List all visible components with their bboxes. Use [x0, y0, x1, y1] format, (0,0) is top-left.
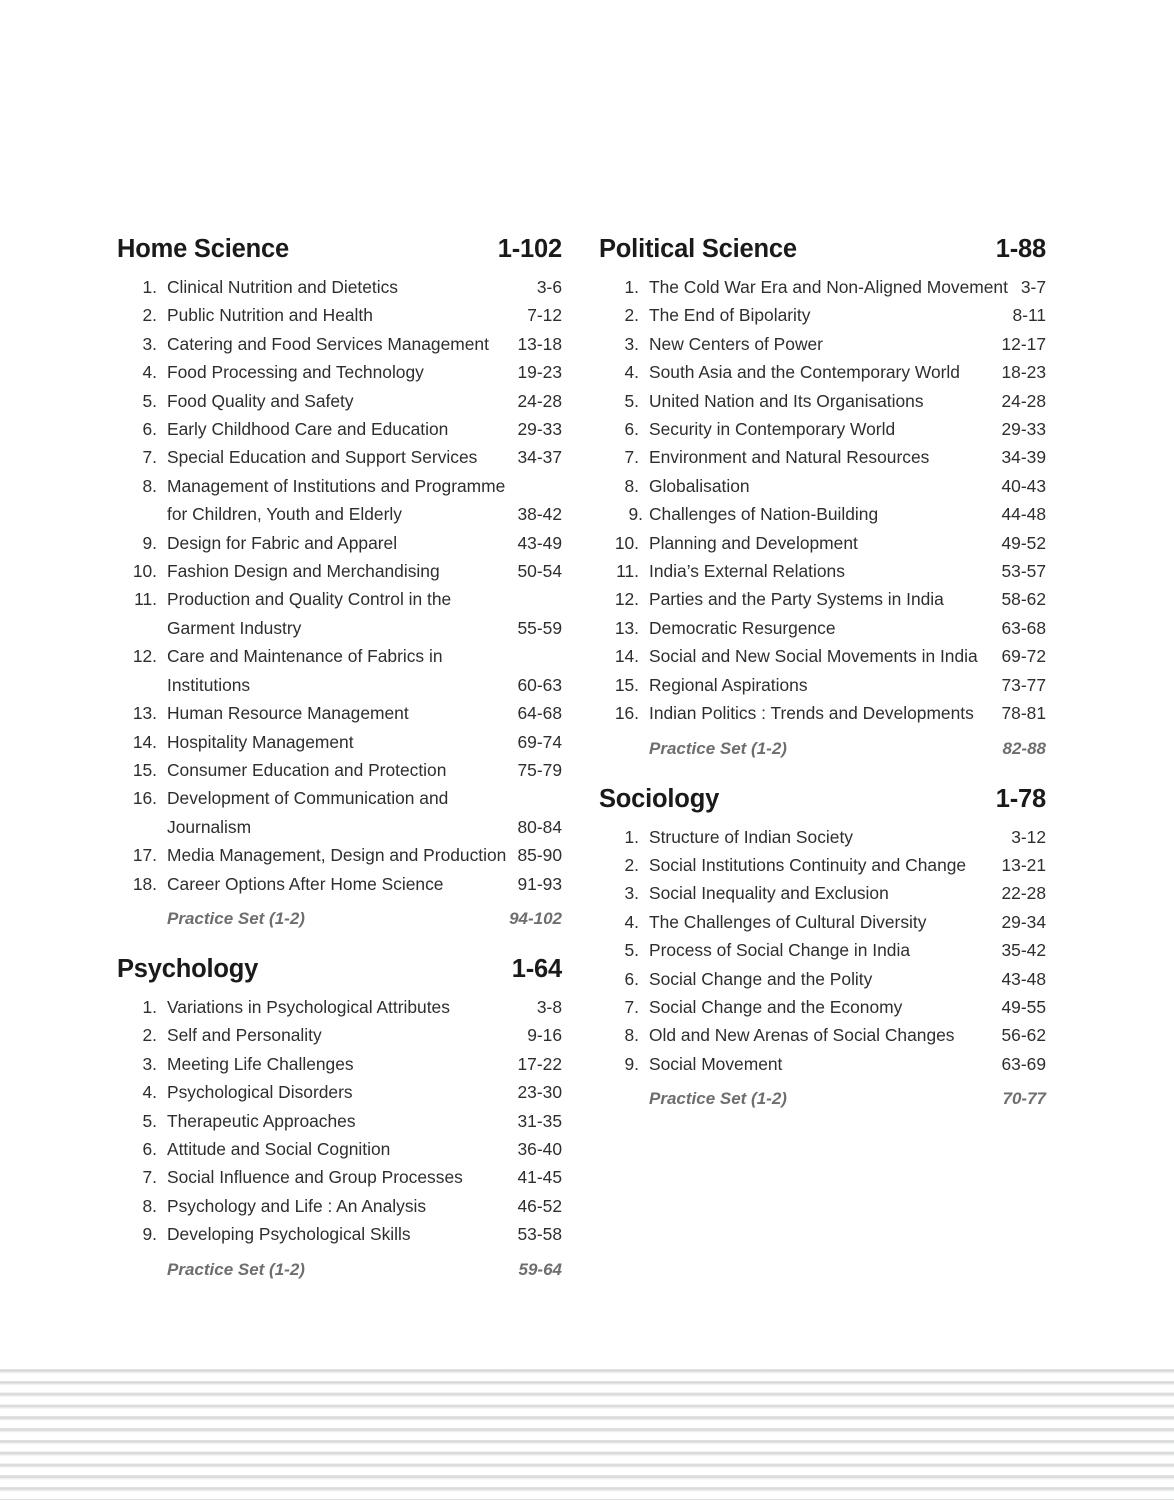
chapter-number: 10. — [614, 532, 639, 553]
chapter-row[interactable] — [117, 699, 562, 727]
chapter-row[interactable] — [599, 301, 1046, 329]
chapter-number: 1. — [624, 826, 639, 847]
chapter-page-range: 7-12 — [527, 305, 562, 326]
chapter-title: United Nation and Its Organisations — [649, 390, 924, 411]
chapter-row[interactable] — [117, 756, 562, 784]
chapter-number: 15. — [132, 759, 157, 780]
chapter-title: Process of Social Change in India — [649, 940, 911, 961]
chapter-title: Parties and the Party Systems in India — [649, 589, 944, 610]
chapter-number: 4. — [142, 362, 157, 383]
chapter-title: New Centers of Power — [649, 333, 823, 354]
chapter-page-range: 53-57 — [1001, 561, 1046, 582]
chapter-page-range: 13-18 — [517, 333, 562, 354]
chapter-row[interactable] — [599, 387, 1046, 415]
chapter-title: Indian Politics : Trends and Developments — [649, 703, 974, 724]
chapter-row[interactable] — [117, 1050, 562, 1078]
chapter-row[interactable] — [599, 823, 1046, 851]
chapter-list — [117, 993, 562, 1249]
chapter-page-range: 60-63 — [517, 674, 562, 695]
chapter-title: Career Options After Home Science — [167, 873, 444, 894]
chapter-number: 5. — [624, 390, 639, 411]
chapter-page-range: 29-34 — [1001, 911, 1046, 932]
chapter-title-line1: Production and Quality Control in the — [167, 589, 452, 610]
chapter-title: Media Management, Design and Production — [167, 845, 507, 866]
chapter-title: Democratic Resurgence — [649, 617, 836, 638]
chapter-page-range: 8-11 — [1012, 305, 1046, 326]
chapter-list — [599, 273, 1046, 728]
chapter-page-range: 78-81 — [1001, 703, 1046, 724]
chapter-page-range: 91-93 — [517, 873, 562, 894]
chapter-row[interactable] — [599, 851, 1046, 879]
chapter-title: Design for Fabric and Apparel — [167, 532, 398, 553]
chapter-number: 11. — [134, 589, 157, 610]
chapter-number: 5. — [142, 390, 157, 411]
chapter-number: 10. — [132, 561, 157, 582]
chapter-number: 9. — [142, 1224, 157, 1245]
chapter-title: Globalisation — [649, 475, 750, 496]
chapter-title: Social Inequality and Exclusion — [649, 883, 889, 904]
chapter-number: 12. — [132, 646, 157, 667]
chapter-number: 4. — [624, 911, 639, 932]
practice-set-row[interactable] — [599, 1078, 1046, 1114]
chapter-page-range: 18-23 — [1001, 362, 1046, 383]
chapter-title: The Cold War Era and Non-Aligned Movement — [649, 277, 1008, 297]
chapter-title: Social Change and the Polity — [649, 968, 873, 989]
chapter-title: Catering and Food Services Management — [167, 333, 489, 354]
chapter-row[interactable] — [117, 529, 562, 557]
chapter-number: 13. — [614, 617, 639, 638]
chapter-page-range: 46-52 — [517, 1195, 562, 1216]
chapter-page-range: 36-40 — [517, 1138, 562, 1159]
subject-section — [117, 232, 562, 934]
chapter-row[interactable] — [117, 784, 562, 841]
chapter-number: 16. — [132, 788, 157, 809]
chapter-page-range: 29-33 — [1001, 419, 1046, 440]
chapter-page-range: 3-7 — [1020, 277, 1046, 297]
chapter-page-range: 12-17 — [1001, 333, 1046, 354]
chapter-page-range: 53-58 — [517, 1224, 562, 1245]
chapter-page-range: 24-28 — [517, 390, 562, 411]
subject-heading — [117, 232, 562, 273]
chapter-title: Early Childhood Care and Education — [167, 419, 449, 440]
chapter-title-line2: for Children, Youth and Elderly — [167, 504, 402, 525]
chapter-page-range: 69-74 — [517, 731, 562, 752]
chapter-row[interactable] — [599, 358, 1046, 386]
chapter-number: 7. — [624, 447, 639, 468]
chapter-row[interactable] — [599, 699, 1046, 727]
chapter-page-range: 49-55 — [1001, 996, 1046, 1017]
chapter-title: Hospitality Management — [167, 731, 354, 752]
chapter-page-range: 64-68 — [517, 703, 562, 724]
chapter-number: 1. — [142, 277, 157, 297]
chapter-title-line1: Management of Institutions and Programme — [167, 475, 506, 496]
chapter-row[interactable] — [599, 614, 1046, 642]
chapter-number: 1. — [624, 277, 639, 297]
chapter-title: Psychological Disorders — [167, 1082, 353, 1103]
toc-column-left — [117, 232, 562, 1289]
chapter-row[interactable] — [117, 870, 562, 898]
subject-section — [599, 232, 1046, 764]
chapter-page-range: 63-69 — [1001, 1053, 1046, 1074]
chapter-row[interactable] — [599, 443, 1046, 471]
chapter-title: South Asia and the Contemporary World — [649, 362, 960, 383]
chapter-row[interactable] — [117, 1021, 562, 1049]
chapter-row[interactable] — [599, 472, 1046, 500]
chapter-number: 5. — [142, 1110, 157, 1131]
chapter-title: Food Quality and Safety — [167, 390, 354, 411]
chapter-title: Social and New Social Movements in India — [649, 646, 978, 667]
chapter-page-range: 3-12 — [1011, 826, 1046, 847]
chapter-row[interactable] — [599, 1021, 1046, 1049]
chapter-page-range: 3-8 — [536, 996, 562, 1017]
chapter-number: 5. — [624, 940, 639, 961]
subject-page-range: 1-102 — [497, 235, 562, 263]
chapter-row[interactable] — [117, 301, 562, 329]
chapter-title — [167, 784, 518, 841]
chapter-title: Challenges of Nation-Building — [649, 504, 879, 525]
chapter-row[interactable] — [599, 500, 1046, 528]
chapter-row[interactable] — [117, 1107, 562, 1135]
chapter-row[interactable] — [599, 557, 1046, 585]
chapter-number: 6. — [142, 1138, 157, 1159]
chapter-row[interactable] — [599, 1050, 1046, 1078]
chapter-title: Security in Contemporary World — [649, 419, 896, 440]
chapter-title: Environment and Natural Resources — [649, 447, 930, 468]
chapter-number: 8. — [142, 1195, 157, 1216]
chapter-page-range: 56-62 — [1001, 1025, 1046, 1046]
chapter-page-range: 19-23 — [517, 362, 562, 383]
chapter-row[interactable] — [599, 965, 1046, 993]
chapter-number: 14. — [614, 646, 639, 667]
chapter-number: 6. — [624, 968, 639, 989]
chapter-number: 15. — [614, 674, 639, 695]
chapter-page-range: 63-68 — [1001, 617, 1046, 638]
chapter-title: Care and Maintenance of Fabrics in Institutions — [167, 646, 443, 695]
chapter-number: 3. — [142, 333, 157, 354]
chapter-row[interactable] — [599, 993, 1046, 1021]
chapter-title: Old and New Arenas of Social Changes — [649, 1025, 955, 1046]
chapter-row[interactable] — [599, 273, 1046, 301]
chapter-number: 12. — [614, 589, 639, 610]
chapter-title: Self and Personality — [167, 1025, 322, 1046]
chapter-number: 7. — [142, 1167, 157, 1188]
chapter-row[interactable] — [117, 330, 562, 358]
chapter-row[interactable] — [117, 1135, 562, 1163]
chapter-title: The End of Bipolarity — [649, 305, 811, 326]
chapter-title: Social Influence and Group Processes — [167, 1167, 463, 1188]
chapter-number: 3. — [624, 333, 639, 354]
chapter-number: 8. — [624, 475, 639, 496]
chapter-page-range: 58-62 — [1001, 589, 1046, 610]
chapter-row[interactable] — [599, 671, 1046, 699]
chapter-number: 2. — [142, 1025, 157, 1046]
chapter-number: 18. — [132, 873, 157, 894]
chapter-number: 7. — [624, 996, 639, 1017]
chapter-page-range: 31-35 — [517, 1110, 562, 1131]
chapter-title — [167, 585, 518, 642]
practice-set-page-range: 82-88 — [1002, 738, 1046, 758]
subject-heading — [117, 952, 562, 993]
chapter-number: 9. — [142, 532, 157, 553]
chapter-page-range: 49-52 — [1001, 532, 1046, 553]
chapter-row[interactable] — [117, 557, 562, 585]
chapter-row[interactable] — [117, 387, 562, 415]
chapter-row[interactable] — [599, 908, 1046, 936]
chapter-number: 4. — [142, 1082, 157, 1103]
chapter-title: India’s External Relations — [649, 561, 845, 582]
chapter-page-range: 22-28 — [1001, 883, 1046, 904]
practice-set-label: Practice Set (1-2) — [167, 908, 305, 928]
chapter-title: Regional Aspirations — [649, 674, 808, 695]
chapter-row[interactable] — [117, 642, 562, 699]
chapter-number: 9. — [628, 504, 643, 525]
chapter-number: 1. — [142, 996, 157, 1017]
chapter-title: Therapeutic Approaches — [167, 1110, 356, 1131]
chapter-page-range: 43-49 — [517, 532, 562, 553]
chapter-number: 3. — [624, 883, 639, 904]
subject-page-range: 1-88 — [995, 235, 1046, 263]
chapter-title: Public Nutrition and Health — [167, 305, 373, 326]
chapter-title: Social Change and the Economy — [649, 996, 903, 1017]
chapter-title: Human Resource Management — [167, 703, 409, 724]
chapter-number: 9. — [624, 1053, 639, 1074]
chapter-row[interactable] — [599, 415, 1046, 443]
chapter-page-range: 41-45 — [517, 1167, 562, 1188]
subject-heading — [599, 232, 1046, 273]
chapter-row[interactable] — [117, 993, 562, 1021]
chapter-title: Consumer Education and Protection — [167, 759, 447, 780]
chapter-page-range: 23-30 — [517, 1082, 562, 1103]
chapter-page-range: 38-42 — [517, 504, 562, 525]
chapter-title-line2: Garment Industry — [167, 617, 302, 638]
chapter-page-range: 34-37 — [517, 447, 562, 468]
chapter-title: Attitude and Social Cognition — [167, 1138, 391, 1159]
chapter-title: Special Education and Support Services — [167, 447, 478, 468]
chapter-page-range: 43-48 — [1001, 968, 1046, 989]
chapter-row[interactable] — [117, 728, 562, 756]
chapter-title — [167, 472, 518, 529]
chapter-title: Developing Psychological Skills — [167, 1224, 411, 1245]
chapter-page-range: 69-72 — [1001, 646, 1046, 667]
chapter-title: Structure of Indian Society — [649, 826, 853, 847]
chapter-page-range: 80-84 — [517, 816, 562, 837]
subject-title: Home Science — [117, 235, 289, 263]
chapter-page-range: 75-79 — [517, 759, 562, 780]
chapter-number: 8. — [142, 475, 157, 496]
chapter-title: Planning and Development — [649, 532, 858, 553]
chapter-page-range: 44-48 — [1001, 504, 1046, 525]
chapter-title: The Challenges of Cultural Diversity — [649, 911, 927, 932]
subject-title: Political Science — [599, 235, 797, 263]
chapter-row[interactable] — [117, 1163, 562, 1191]
chapter-row[interactable] — [599, 330, 1046, 358]
practice-set-label: Practice Set (1-2) — [649, 738, 787, 758]
chapter-page-range: 35-42 — [1001, 940, 1046, 961]
chapter-page-range: 55-59 — [517, 617, 562, 638]
chapter-number: 2. — [142, 305, 157, 326]
chapter-row[interactable] — [117, 415, 562, 443]
chapter-number: 6. — [624, 419, 639, 440]
chapter-title: Social Movement — [649, 1053, 783, 1074]
practice-set-row[interactable] — [117, 1249, 562, 1285]
chapter-page-range: 40-43 — [1001, 475, 1046, 496]
chapter-title: Social Institutions Continuity and Change — [649, 854, 967, 875]
chapter-number: 13. — [132, 703, 157, 724]
chapter-row[interactable] — [117, 472, 562, 529]
chapter-page-range: 24-28 — [1001, 390, 1046, 411]
chapter-row[interactable] — [117, 1220, 562, 1248]
subject-title: Sociology — [599, 784, 720, 813]
chapter-title: Variations in Psychological Attributes — [167, 996, 450, 1017]
subject-title: Psychology — [117, 954, 259, 983]
chapter-number: 2. — [624, 854, 639, 875]
chapter-row[interactable] — [117, 1192, 562, 1220]
chapter-row[interactable] — [599, 585, 1046, 613]
chapter-row[interactable] — [117, 841, 562, 869]
chapter-list — [599, 823, 1046, 1079]
chapter-page-range: 29-33 — [517, 419, 562, 440]
practice-set-page-range: 59-64 — [518, 1259, 562, 1279]
chapter-page-range: 50-54 — [517, 561, 562, 582]
chapter-title: Clinical Nutrition and Dietetics — [167, 277, 399, 297]
practice-set-label: Practice Set (1-2) — [649, 1089, 787, 1109]
chapter-page-range: 17-22 — [517, 1053, 562, 1074]
chapter-page-range: 9-16 — [527, 1025, 562, 1046]
chapter-row[interactable] — [599, 642, 1046, 670]
subject-section — [599, 782, 1046, 1115]
chapter-row[interactable] — [599, 529, 1046, 557]
chapter-number: 16. — [614, 703, 639, 724]
subject-page-range: 1-78 — [995, 784, 1046, 813]
practice-set-page-range: 94-102 — [509, 908, 562, 928]
practice-set-page-range: 70-77 — [1002, 1089, 1046, 1109]
subject-section — [117, 952, 562, 1285]
chapter-title: Food Processing and Technology — [167, 362, 424, 383]
subject-heading — [599, 782, 1046, 823]
chapter-number: 11. — [616, 561, 639, 582]
chapter-title-line2: Journalism — [167, 816, 252, 837]
chapter-row[interactable] — [117, 273, 562, 301]
chapter-number: 6. — [142, 419, 157, 440]
chapter-page-range: 3-6 — [536, 277, 562, 297]
chapter-number: 3. — [142, 1053, 157, 1074]
chapter-list — [117, 273, 562, 898]
chapter-title: Fashion Design and Merchandising — [167, 561, 440, 582]
chapter-number: 7. — [142, 447, 157, 468]
chapter-page-range: 85-90 — [517, 845, 562, 866]
toc-columns — [0, 232, 1174, 1289]
chapter-row[interactable] — [599, 879, 1046, 907]
chapter-number: 14. — [132, 731, 157, 752]
practice-set-label: Practice Set (1-2) — [167, 1259, 305, 1279]
chapter-row[interactable] — [117, 1078, 562, 1106]
chapter-page-range: 13-21 — [1001, 854, 1046, 875]
chapter-title: Meeting Life Challenges — [167, 1053, 354, 1074]
chapter-number: 2. — [624, 305, 639, 326]
chapter-row[interactable] — [117, 443, 562, 471]
chapter-row[interactable] — [117, 585, 562, 642]
chapter-number: 8. — [624, 1025, 639, 1046]
chapter-title-line1: Development of Communication and — [167, 788, 449, 809]
chapter-title: Psychology and Life : An Analysis — [167, 1195, 427, 1216]
chapter-page-range: 73-77 — [1001, 674, 1046, 695]
practice-set-row[interactable] — [117, 898, 562, 934]
chapter-number: 17. — [132, 845, 157, 866]
chapter-row[interactable] — [117, 358, 562, 386]
chapter-row[interactable] — [599, 936, 1046, 964]
chapter-page-range: 34-39 — [1001, 447, 1046, 468]
toc-column-right — [599, 232, 1046, 1118]
practice-set-row[interactable] — [599, 728, 1046, 764]
subject-page-range: 1-64 — [511, 954, 562, 983]
page-edge-scan-lines — [0, 1362, 1174, 1500]
chapter-number: 4. — [624, 362, 639, 383]
